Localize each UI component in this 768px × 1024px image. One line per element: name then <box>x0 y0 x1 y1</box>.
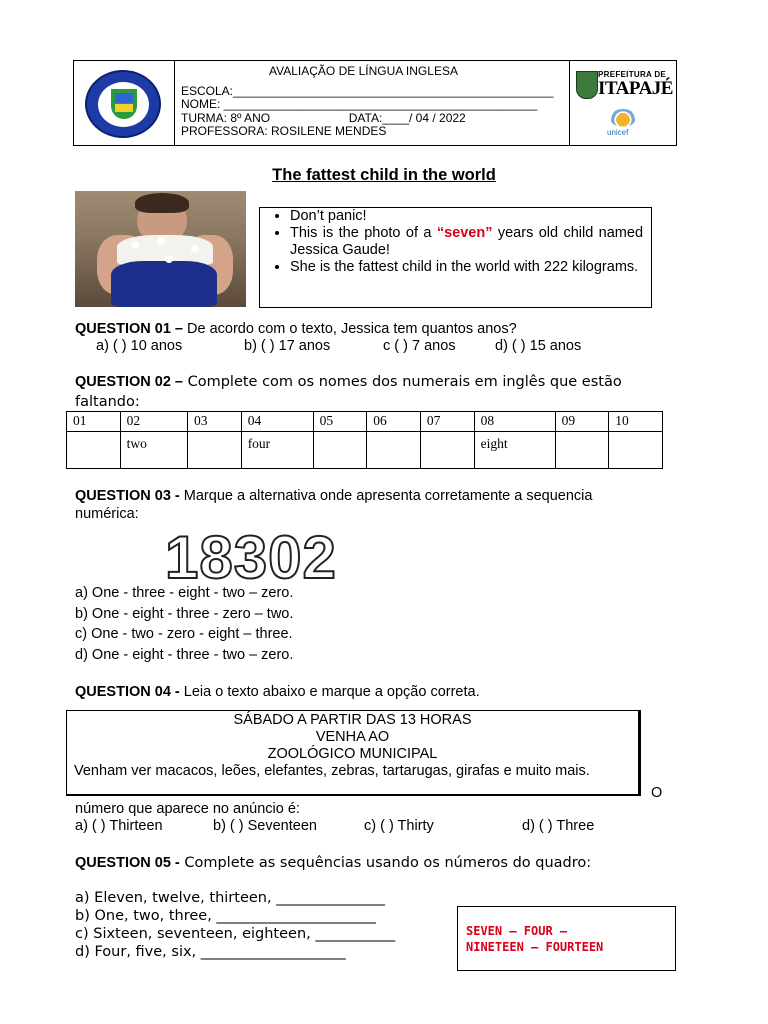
table-cell: 01 <box>67 412 121 432</box>
answer-cell[interactable] <box>420 432 474 469</box>
question-05: QUESTION 05 - Complete as sequências usando os números do quadro: <box>75 855 592 871</box>
child-photo <box>75 191 246 307</box>
ad-body: Venham ver macacos, leões, elefantes, zebras, tartarugas, girafas e muito mais. <box>74 763 590 779</box>
numbers-table <box>66 411 663 469</box>
answer-cell[interactable] <box>367 432 421 469</box>
itapaje-logo: PREFEITURA DE ITAPAJÉ <box>576 69 672 105</box>
q5-items <box>75 889 395 961</box>
turma-field: TURMA: 8º ANO <box>181 110 271 125</box>
answer-cell[interactable] <box>313 432 367 469</box>
table-cell: 05 <box>313 412 367 432</box>
ad-line-1: SÁBADO A PARTIR DAS 13 HORAS <box>233 712 472 728</box>
q1-option-a[interactable]: a) ( ) 10 anos <box>96 338 183 354</box>
zoo-ad-box <box>66 710 641 796</box>
question-02: QUESTION 02 – Complete com os nomes dos numerais em inglês que estão faltando: <box>75 374 622 410</box>
q4-question: número que aparece no anúncio é: <box>75 801 300 817</box>
table-answer-row <box>67 432 663 469</box>
q3-option-c[interactable]: c) One - two - zero - eight – three. <box>75 626 293 642</box>
professora-field: PROFESSORA: ROSILENE MENDES <box>181 124 387 139</box>
q1-option-b[interactable]: b) ( ) 17 anos <box>244 338 331 354</box>
nome-field: NOME: _______________________________________________ <box>181 97 538 112</box>
story-textbox <box>259 207 652 308</box>
ad-line-2: VENHA AO <box>315 729 390 745</box>
table-cell: 08 <box>474 412 555 432</box>
answer-cell[interactable] <box>555 432 609 469</box>
q5-item-a[interactable]: a) Eleven, twelve, thirteen, _______________ <box>75 890 385 906</box>
header-title: AVALIAÇÃO DE LÍNGUA INGLESA <box>269 64 458 78</box>
q5-item-d[interactable]: d) Four, five, six, ____________________ <box>75 944 346 960</box>
q4-o: O <box>651 785 663 801</box>
q3-option-a[interactable]: a) One - three - eight - two – zero. <box>75 585 294 601</box>
q4-option-c[interactable]: c) ( ) Thirty <box>364 818 434 834</box>
answer-cell[interactable] <box>188 432 242 469</box>
seven-highlight: “seven” <box>436 225 493 241</box>
header-info <box>181 65 553 139</box>
q4-option-b[interactable]: b) ( ) Seventeen <box>213 818 317 834</box>
escola-field: ESCOLA:________________________________________________ <box>181 83 554 98</box>
answer-cell[interactable] <box>609 432 663 469</box>
answer-cell[interactable]: four <box>241 432 313 469</box>
question-03: QUESTION 03 - Marque a alternativa onde apresenta corretamente a sequencia numérica: <box>75 488 593 522</box>
city-logo-cell <box>569 61 676 145</box>
table-cell: 10 <box>609 412 663 432</box>
unicef-logo: unicef <box>603 109 643 139</box>
ad-line-3: ZOOLÓGICO MUNICIPAL <box>267 746 438 762</box>
table-cell: 02 <box>120 412 187 432</box>
table-cell: 07 <box>420 412 474 432</box>
q1-option-c[interactable]: c ( ) 7 anos <box>383 338 456 354</box>
bullet-2: • This is the photo of a “seven” years old child named Jessica Gaude! <box>290 225 651 259</box>
number-key-box <box>457 906 676 971</box>
page-title: The fattest child in the world <box>272 166 496 184</box>
key-line-1: SEVEN – FOUR – <box>466 924 568 938</box>
table-cell: 04 <box>241 412 313 432</box>
bullet-3: • She is the fattest child in the world with 222 kilograms. <box>290 259 651 276</box>
table-cell: 06 <box>367 412 421 432</box>
table-cell: 09 <box>555 412 609 432</box>
table-header-row <box>67 412 663 432</box>
q5-item-c[interactable]: c) Sixteen, seventeen, eighteen, ___________ <box>75 926 396 942</box>
q4-option-a[interactable]: a) ( ) Thirteen <box>75 818 163 834</box>
data-field: DATA:____/ 04 / 2022 <box>348 110 466 125</box>
key-line-2: NINETEEN – FOURTEEN <box>466 940 604 954</box>
answer-cell[interactable]: two <box>120 432 187 469</box>
q5-item-b[interactable]: b) One, two, three, ______________________ <box>75 908 376 924</box>
q3-options <box>75 583 293 665</box>
answer-cell[interactable] <box>67 432 121 469</box>
q3-option-b[interactable]: b) One - eight - three - zero – two. <box>75 605 294 622</box>
answer-cell[interactable]: eight <box>474 432 555 469</box>
school-logo-cell <box>74 61 175 145</box>
turma-line <box>181 112 553 126</box>
q4-option-d[interactable]: d) ( ) Three <box>522 818 595 834</box>
bullet-1: • Don’t panic! <box>290 208 651 225</box>
question-01: QUESTION 01 – De acordo com o texto, Jessica tem quantos anos? <box>75 321 517 337</box>
header-box <box>73 60 677 146</box>
table-cell: 03 <box>188 412 242 432</box>
q3-option-d[interactable]: d) One - eight - three - two – zero. <box>75 646 294 663</box>
school-seal-logo <box>85 70 161 138</box>
q1-option-d[interactable]: d) ( ) 15 anos <box>495 338 582 354</box>
question-04: QUESTION 04 - Leia o texto abaixo e marque a opção correta. <box>75 684 480 700</box>
number-digits-image: 18302 <box>165 524 337 591</box>
